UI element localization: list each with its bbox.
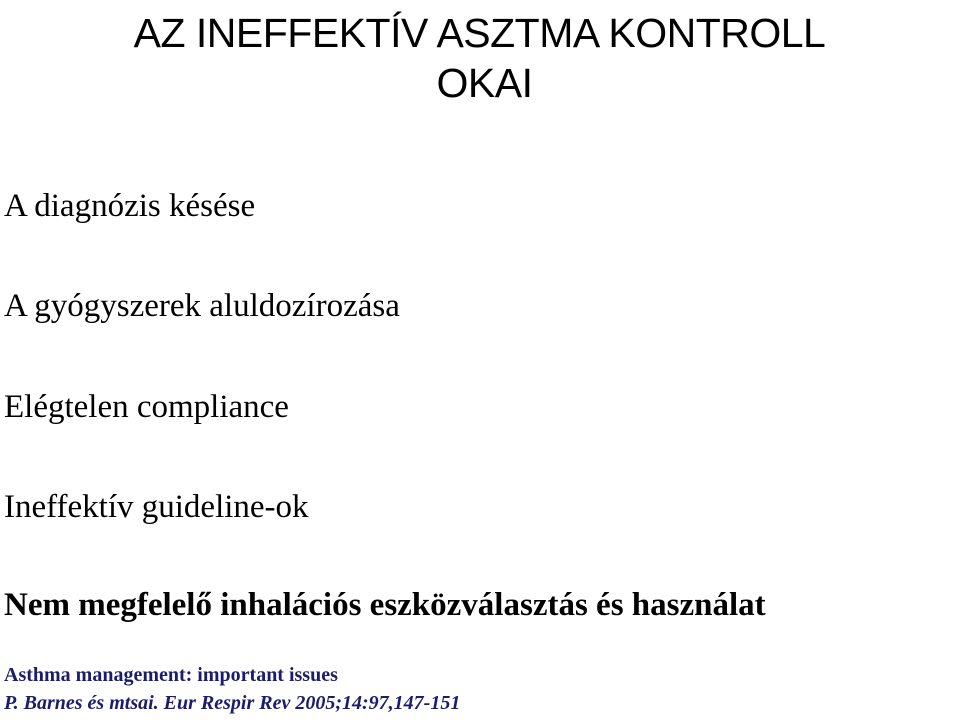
cause-item-guidelines: Ineffektív guideline-ok: [4, 489, 309, 525]
reference-title: Asthma management: important issues: [4, 664, 338, 686]
cause-item-underdosing: A gyógyszerek aluldozírozása: [4, 288, 400, 324]
cause-item-compliance: Elégtelen compliance: [4, 389, 289, 425]
slide-title-line-2: OKAI: [436, 60, 533, 106]
slide-title: [0, 8, 959, 108]
reference-citation: P. Barnes és mtsai. Eur Respir Rev 2005;14:97,147-151: [4, 692, 461, 714]
cause-item-inhaler-choice: Nem megfelelő inhalációs eszközválasztás és használat: [4, 587, 766, 623]
cause-item-diagnosis-delay: A diagnózis késése: [4, 188, 256, 224]
slide-title-line-1: AZ INEFFEKTÍV ASZTMA KONTROLL: [133, 10, 826, 56]
